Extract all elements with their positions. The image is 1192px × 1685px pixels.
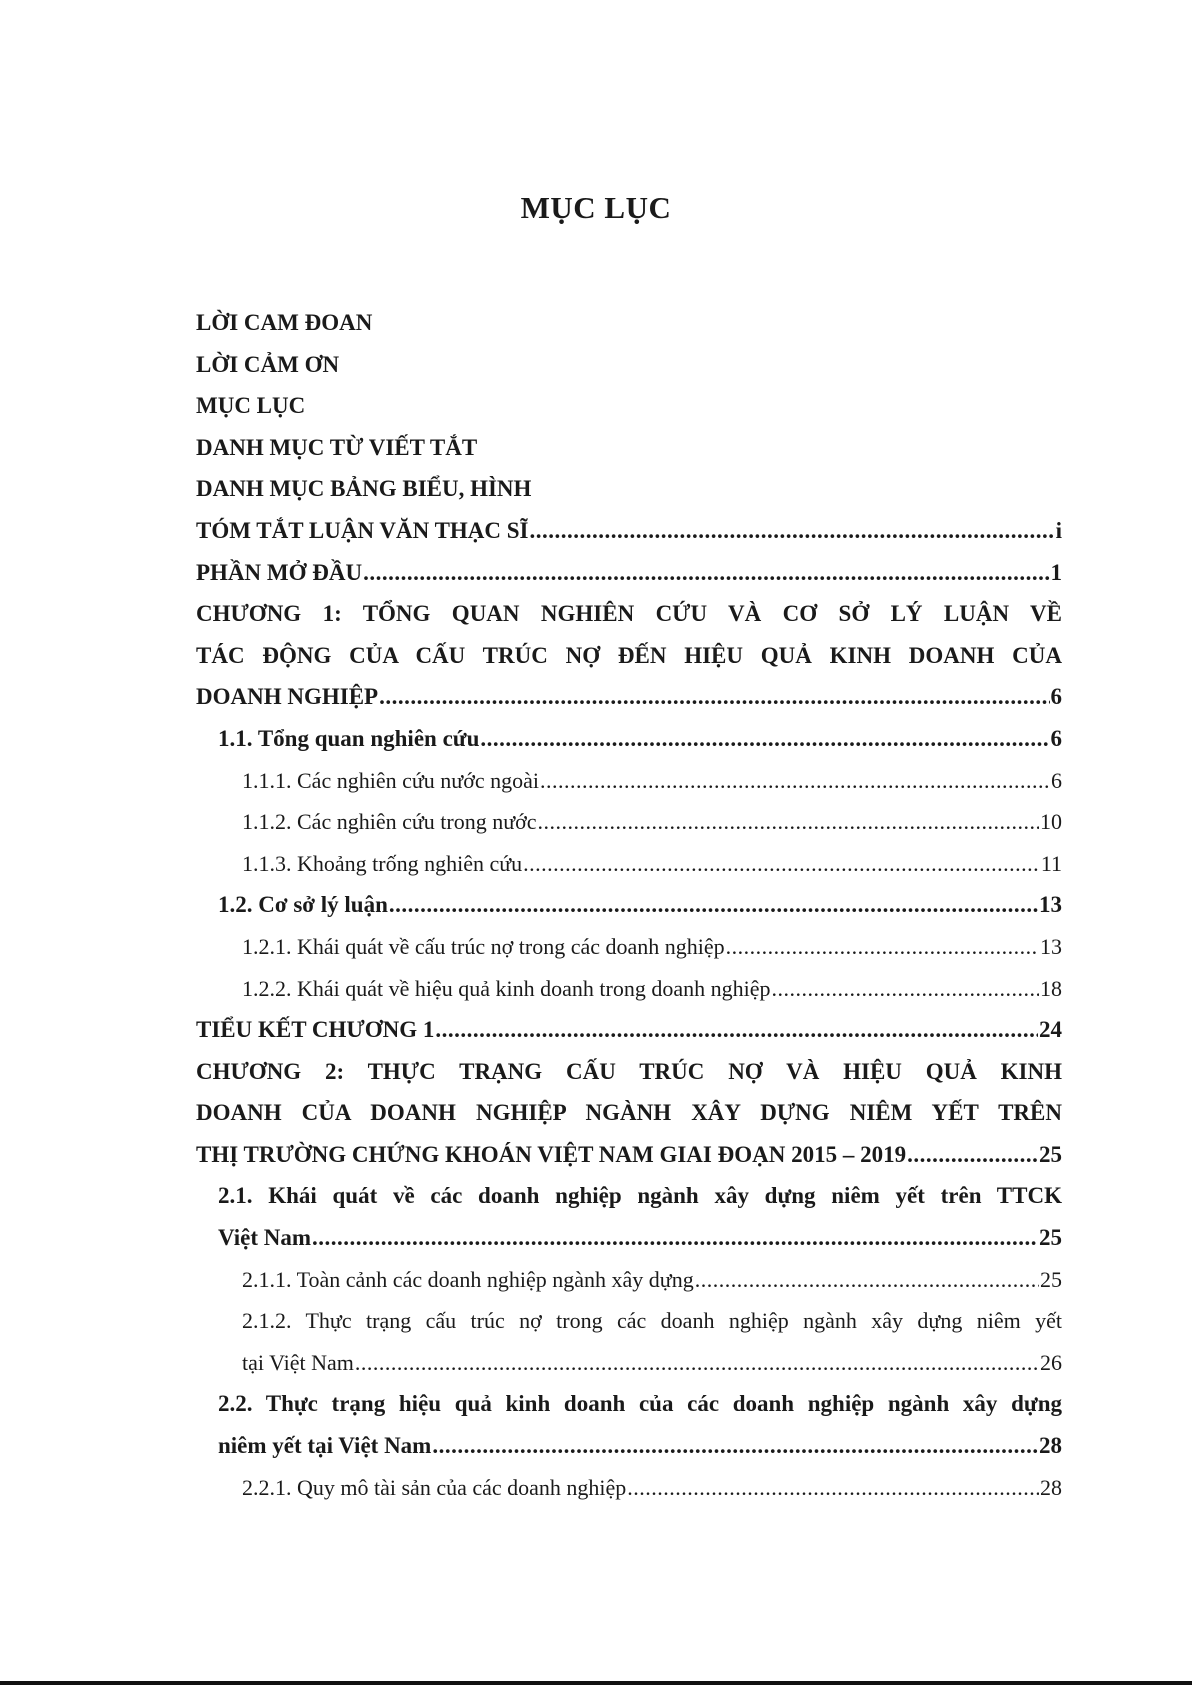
toc-chapter-1-line-2[interactable]: TÁC ĐỘNG CỦA CẤU TRÚC NỢ ĐẾN HIỆU QUẢ KINH DOANH CỦA: [196, 642, 1062, 668]
toc-page-number: 28: [1039, 1433, 1062, 1459]
toc-entry-text: TIỂU KẾT CHƯƠNG 1: [196, 1017, 435, 1043]
toc-section-2-2-line-2[interactable]: [196, 1425, 1062, 1467]
toc-subsection-2-1-2-line-1[interactable]: 2.1.2. Thực trạng cấu trúc nợ trong các doanh nghiệp ngành xây dựng niêm yết: [242, 1308, 1062, 1334]
toc-entry-text: LỜI CAM ĐOAN: [196, 310, 373, 335]
toc-chapter-1-line-3[interactable]: [196, 676, 1062, 718]
toc-section-2-2-line-1[interactable]: 2.2. Thực trạng hiệu quả kinh doanh của các doanh nghiệp ngành xây dựng: [218, 1391, 1062, 1417]
toc-subsection-1-1-2[interactable]: [196, 801, 1062, 843]
toc-subsection-1-2-2[interactable]: [196, 968, 1062, 1010]
toc-entry-danh-muc-tu-viet-tat[interactable]: [196, 427, 1062, 469]
dot-leader: [363, 552, 1049, 594]
dot-leader: [355, 1342, 1039, 1384]
toc-page-number: 1: [1050, 559, 1062, 585]
toc-entry-text: DOANH NGHIỆP: [196, 684, 379, 710]
dot-leader: [312, 1217, 1038, 1259]
dot-leader: [530, 510, 1055, 552]
toc-subsection-2-1-1[interactable]: [196, 1259, 1062, 1301]
toc-page-number: 13: [1039, 892, 1062, 918]
toc-entry-text: niêm yết tại Việt Nam: [218, 1433, 432, 1459]
dot-leader: [432, 1425, 1038, 1467]
dot-leader: [772, 968, 1039, 1010]
toc-page-number: 24: [1039, 1017, 1062, 1043]
toc-subsection-1-1-3[interactable]: [196, 843, 1062, 885]
toc-subsection-2-2-1[interactable]: [196, 1467, 1062, 1509]
toc-entry-text: 1.1.3. Khoảng trống nghiên cứu: [242, 850, 523, 876]
toc-section-2-1-line-1[interactable]: 2.1. Khái quát về các doanh nghiệp ngành xây dựng niêm yết trên TTCK: [218, 1183, 1062, 1209]
dot-leader: [726, 926, 1039, 968]
toc-entry-text: PHẦN MỞ ĐẦU: [196, 559, 363, 585]
toc-subsection-1-1-1[interactable]: [196, 760, 1062, 802]
toc-chapter-2-line-1[interactable]: CHƯƠNG 2: THỰC TRẠNG CẤU TRÚC NỢ VÀ HIỆU QUẢ KINH: [196, 1058, 1062, 1084]
dot-leader: [389, 884, 1038, 926]
toc-entry-muc-luc[interactable]: [196, 385, 1062, 427]
toc-chapter-2-line-3[interactable]: [196, 1134, 1062, 1176]
toc-entry-phan-mo-dau[interactable]: [196, 552, 1062, 594]
dot-leader: [379, 676, 1049, 718]
toc-page-number: 28: [1040, 1474, 1062, 1500]
toc-entry-text: DANH MỤC BẢNG BIỂU, HÌNH: [196, 476, 532, 502]
toc-chapter-2-line-2[interactable]: DOANH CỦA DOANH NGHIỆP NGÀNH XÂY DỰNG NIÊM YẾT TRÊN: [196, 1100, 1062, 1126]
toc-entry-text: MỤC LỤC: [196, 393, 306, 419]
dot-leader: [540, 760, 1050, 802]
toc-entry-text: Việt Nam: [218, 1225, 312, 1251]
toc-entry-tom-tat[interactable]: [196, 510, 1062, 552]
toc-page-number: 11: [1040, 850, 1062, 876]
toc-entry-loi-cam-on[interactable]: [196, 344, 1062, 386]
toc-entry-text: THỊ TRƯỜNG CHỨNG KHOÁN VIỆT NAM GIAI ĐOẠN 2015 – 2019: [196, 1141, 907, 1167]
toc-page-number: i: [1055, 517, 1062, 543]
toc-page-number: 25: [1039, 1225, 1062, 1251]
toc-entry-text: DANH MỤC TỪ VIẾT TẮT: [196, 434, 478, 460]
toc-entry-danh-muc-bang-bieu[interactable]: [196, 468, 1062, 510]
toc-entry-text: 2.2.1. Quy mô tài sản của các doanh nghiệp: [242, 1474, 627, 1500]
toc-entry-text: 1.2.1. Khái quát về cấu trúc nợ trong các doanh nghiệp: [242, 933, 725, 959]
dot-leader: [480, 718, 1049, 760]
toc-section-1-1[interactable]: [196, 718, 1062, 760]
dot-leader: [435, 1009, 1038, 1051]
table-of-contents: [196, 302, 1062, 1508]
toc-entry-text: 1.1. Tổng quan nghiên cứu: [218, 725, 480, 751]
dot-leader: [523, 843, 1040, 885]
page-bottom-rule: [0, 1681, 1192, 1685]
toc-entry-text: 1.2. Cơ sở lý luận: [218, 892, 388, 918]
toc-page-number: 6: [1050, 725, 1062, 751]
dot-leader: [907, 1134, 1038, 1176]
page-title: MỤC LỤC: [520, 190, 672, 225]
toc-entry-text: 1.1.1. Các nghiên cứu nước ngoài: [242, 767, 539, 793]
toc-page-number: 25: [1040, 1266, 1062, 1292]
toc-page-number: 6: [1050, 684, 1062, 710]
toc-entry-text: tại Việt Nam: [242, 1349, 354, 1375]
toc-entry-text: 1.1.2. Các nghiên cứu trong nước: [242, 809, 537, 835]
toc-page-number: 10: [1040, 809, 1062, 835]
toc-entry-text: TÓM TẮT LUẬN VĂN THẠC SĨ: [196, 517, 529, 543]
dot-leader: [538, 801, 1039, 843]
toc-subsection-2-1-2-line-2[interactable]: [196, 1342, 1062, 1384]
toc-section-2-1-line-2[interactable]: [196, 1217, 1062, 1259]
toc-page-number: 13: [1040, 933, 1062, 959]
toc-page-number: 18: [1040, 975, 1062, 1001]
toc-entry-text: 1.2.2. Khái quát về hiệu quả kinh doanh trong doanh nghiệp: [242, 975, 771, 1001]
toc-section-1-2[interactable]: [196, 884, 1062, 926]
toc-entry-text: LỜI CẢM ƠN: [196, 351, 340, 377]
toc-entry-text: 2.1.1. Toàn cảnh các doanh nghiệp ngành xây dựng: [242, 1266, 694, 1292]
dot-leader: [627, 1467, 1039, 1509]
toc-page-number: 25: [1039, 1141, 1062, 1167]
toc-page-number: 26: [1040, 1349, 1062, 1375]
toc-chapter-1-line-1[interactable]: CHƯƠNG 1: TỔNG QUAN NGHIÊN CỨU VÀ CƠ SỞ LÝ LUẬN VỀ: [196, 601, 1062, 627]
dot-leader: [695, 1259, 1039, 1301]
toc-entry-loi-cam-doan[interactable]: [196, 302, 1062, 344]
toc-subsection-1-2-1[interactable]: [196, 926, 1062, 968]
toc-entry-tieu-ket-1[interactable]: [196, 1009, 1062, 1051]
toc-page-number: 6: [1051, 767, 1062, 793]
